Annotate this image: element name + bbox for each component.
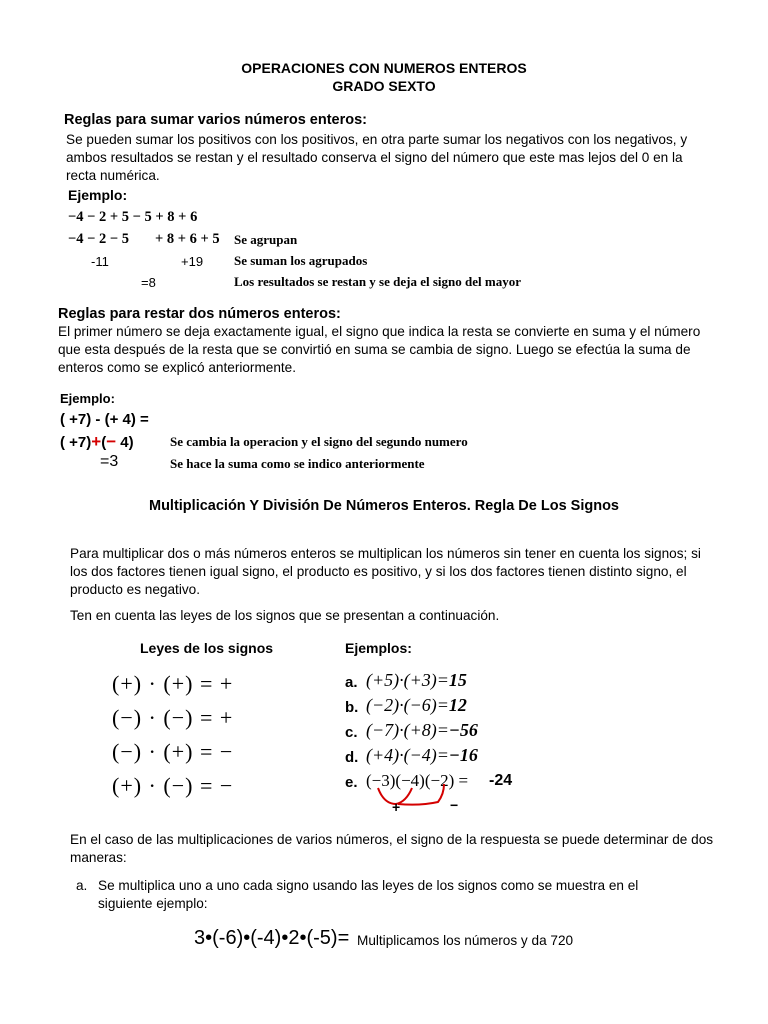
example-a-expr: (+5)·(+3)= bbox=[366, 670, 449, 690]
examples-heading: Ejemplos: bbox=[345, 640, 412, 656]
sub-line-2-rest: 4) bbox=[116, 434, 134, 451]
mult-intro: Ten en cuenta las leyes de los signos que se presentan a continuación. bbox=[70, 608, 500, 623]
example-b bbox=[366, 695, 467, 716]
example-d-letter: d. bbox=[345, 749, 359, 766]
example-c-letter: c. bbox=[345, 724, 358, 741]
law-neg-neg: (−) · (−) = + bbox=[112, 705, 234, 730]
page-title: OPERACIONES CON NUMEROS ENTEROS bbox=[241, 60, 527, 76]
sum-example-label: Ejemplo: bbox=[68, 187, 128, 203]
example-b-result: 12 bbox=[448, 695, 467, 715]
sub-changed-minus: − bbox=[106, 432, 117, 451]
example-a-result: 15 bbox=[448, 670, 467, 690]
example-c-result: −56 bbox=[448, 720, 478, 740]
sub-line-2-first: ( +7) bbox=[60, 434, 92, 451]
mult-heading: Multiplicación Y División De Números Enteros. Regla De Los Signos bbox=[148, 498, 619, 514]
sub-note-sum: Se hace la suma como se indico anteriormente bbox=[170, 456, 425, 471]
law-pos-neg: (+) · (−) = − bbox=[112, 773, 234, 798]
example-b-letter: b. bbox=[345, 699, 359, 716]
example-d bbox=[366, 745, 478, 766]
example-a bbox=[366, 670, 467, 691]
sum-note-add: Se suman los agrupados bbox=[234, 253, 368, 268]
sub-heading: Reglas para restar dos números enteros: bbox=[58, 306, 341, 322]
sub-example-label: Ejemplo: bbox=[60, 391, 115, 406]
multi-expression-note: Multiplicamos los números y da 720 bbox=[357, 933, 574, 948]
example-e-plus: + bbox=[392, 799, 401, 815]
sum-result: =8 bbox=[141, 275, 156, 290]
sub-note-change: Se cambia la operacion y el signo del segundo numero bbox=[170, 434, 468, 449]
page-subtitle: GRADO SEXTO bbox=[332, 78, 436, 94]
sign-grouping-arrows bbox=[360, 780, 480, 820]
example-b-expr: (−2)·(−6)= bbox=[366, 695, 449, 715]
example-e-result: -24 bbox=[489, 772, 513, 789]
law-neg-pos: (−) · (+) = − bbox=[112, 739, 234, 764]
multi-item-letter: a. bbox=[76, 878, 88, 893]
sub-line-1: ( +7) - (+ 4) = bbox=[60, 411, 149, 428]
example-c-expr: (−7)·(+8)= bbox=[366, 720, 449, 740]
example-e-expr: (−3)(−4)(−2) = bbox=[366, 771, 469, 790]
example-d-result: −16 bbox=[448, 745, 478, 765]
multi-item-text: Se multiplica uno a uno cada signo usando las leyes de los signos como se muestra en el siguiente ejemplo: bbox=[98, 878, 639, 911]
sub-open-paren: ( bbox=[101, 434, 107, 451]
sum-neg-total: -11 bbox=[91, 254, 109, 269]
example-c bbox=[366, 720, 478, 741]
multi-paragraph: En el caso de las multiplicaciones de varios números, el signo de la respuesta se puede determinar de dos maneras: bbox=[70, 832, 714, 865]
sum-line-2a: −4 − 2 − 5 bbox=[68, 231, 130, 247]
example-e-minus: − bbox=[450, 797, 459, 813]
multi-expression: 3•(-6)•(-4)•2•(-5)= bbox=[194, 927, 350, 949]
example-d-expr: (+4)·(−4)= bbox=[366, 745, 449, 765]
sub-line-2 bbox=[60, 432, 134, 452]
laws-heading: Leyes de los signos bbox=[140, 640, 274, 656]
sum-note-group: Se agrupan bbox=[234, 232, 298, 247]
example-e-letter: e. bbox=[345, 774, 358, 791]
sum-line-2b: + 8 + 6 + 5 bbox=[155, 231, 220, 247]
sum-heading: Reglas para sumar varios números enteros: bbox=[64, 112, 368, 128]
sub-changed-plus: + bbox=[91, 432, 102, 451]
example-a-letter: a. bbox=[345, 674, 358, 691]
mult-paragraph: Para multiplicar dos o más números enteros se multiplican los números sin tener en cuenta los signos; si los dos factores tienen igual signo, el producto es positivo, y si los dos factores tienen distinto signo, el producto es negativo. bbox=[70, 546, 701, 597]
sum-pos-total: +19 bbox=[181, 254, 204, 269]
sum-line-1: −4 − 2 + 5 − 5 + 8 + 6 bbox=[68, 209, 198, 225]
sum-note-result: Los resultados se restan y se deja el signo del mayor bbox=[234, 274, 521, 289]
sum-paragraph: Se pueden sumar los positivos con los positivos, en otra parte sumar los negativos con los negativos, y ambos resultados se restan y el resultado conserva el signo del número que este mas lejos del 0 en la recta numérica. bbox=[66, 132, 688, 183]
law-pos-pos: (+) · (+) = + bbox=[112, 671, 234, 696]
sub-result: =3 bbox=[100, 453, 119, 470]
sub-paragraph: El primer número se deja exactamente igual, el signo que indica la resta se convierte en suma y el número que esta después de la resta que se convirtió en suma se cambia de signo. Luego se efectúa la suma de enteros como se explicó anteriormente. bbox=[58, 324, 701, 375]
